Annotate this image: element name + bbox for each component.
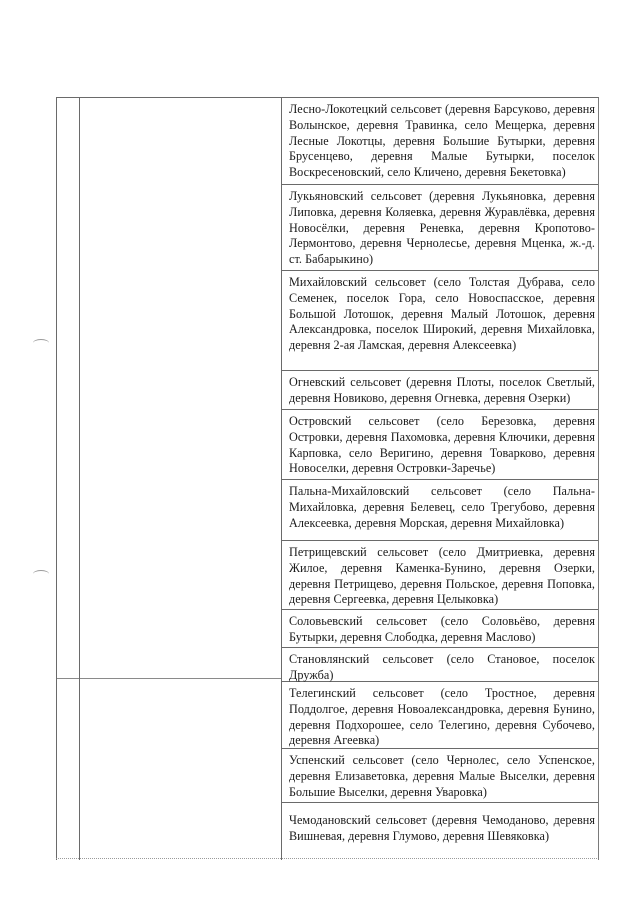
table-column-number [57, 98, 80, 860]
table-column-settlements [282, 98, 598, 860]
table-row [282, 682, 598, 749]
table-row [282, 749, 598, 803]
row-text: Пальна-Михайловский сельсовет (село Пальна-Михайловка, деревня Белевец, село Трегубово, деревня Алексеевка, деревня Морская, деревня Михайловка) [289, 484, 595, 530]
table-row [282, 648, 598, 682]
table-row [282, 809, 598, 860]
table-row [282, 271, 598, 371]
row-text: Становлянский сельсовет (село Становое, поселок Дружба) [289, 652, 595, 682]
margin-mark [33, 339, 49, 347]
margin-mark [33, 570, 49, 578]
row-text: Успенский сельсовет (село Чернолес, село Успенское, деревня Елизаветовка, деревня Малые Выселки, деревня Большие Выселки, деревня Уваровка) [289, 753, 595, 799]
row-text: Михайловский сельсовет (село Толстая Дубрава, село Семенек, поселок Гора, село Новоспасское, деревня Большой Лотошок, деревня Малый Лотошок, деревня Александровка, поселок Широкий, деревня Михайловка, деревня 2-ая Ламская, деревня Алексеевка) [289, 275, 595, 353]
column-divider [57, 678, 79, 679]
row-text: Чемодановский сельсовет (деревня Чемоданово, деревня Вишневая, деревня Глумово, деревня Шевяковка) [289, 813, 595, 843]
column-divider [80, 678, 281, 679]
table-row [282, 98, 598, 185]
table-row [282, 410, 598, 480]
settlements-table [56, 97, 599, 860]
row-text: Огневский сельсовет (деревня Плоты, поселок Светлый, деревня Новиково, деревня Огневка, деревня Озерки) [289, 375, 595, 405]
row-text: Островский сельсовет (село Березовка, деревня Островки, деревня Пахомовка, деревня Ключики, деревня Карповка, село Веригино, деревня Товарково, деревня Новоселки, деревня Островки-Заречье) [289, 414, 595, 476]
table-column-name [80, 98, 282, 860]
table-row [282, 610, 598, 648]
table-row [282, 541, 598, 610]
table-row [282, 185, 598, 271]
row-text: Соловьевский сельсовет (село Соловьёво, деревня Бутырки, деревня Слободка, деревня Маслово) [289, 614, 595, 644]
row-text: Телегинский сельсовет (село Тростное, деревня Поддолгое, деревня Новоалександровка, деревня Бунино, деревня Подхорошее, село Телегино, деревня Субочево, деревня Агеевка) [289, 686, 595, 748]
table-row [282, 480, 598, 541]
table-row [282, 371, 598, 410]
row-text: Лукьяновский сельсовет (деревня Лукьяновка, деревня Липовка, деревня Коляевка, деревня Журавлёвка, деревня Новосёлки, деревня Реневка, деревня Кропотово-Лермонтово, деревня Чернолесье, деревня Мценка, ж.-д. ст. Бабарыкино) [289, 189, 595, 267]
row-text: Петрищевский сельсовет (село Дмитриевка, деревня Жилое, деревня Каменка-Бунино, деревня Озерки, деревня Петрищево, деревня Польское, деревня Поповка, деревня Сергеевка, деревня Целыковка) [289, 545, 595, 607]
row-text: Лесно-Локотецкий сельсовет (деревня Барсуково, деревня Волынское, деревня Травинка, село Мещерка, деревня Лесные Локотцы, деревня Большие Бутырки, деревня Брусенцево, деревня Малые Бутырки, поселок Воскресеновский, село Кличено, деревня Бекетовка) [289, 102, 595, 180]
table-bottom-edge [56, 858, 597, 859]
